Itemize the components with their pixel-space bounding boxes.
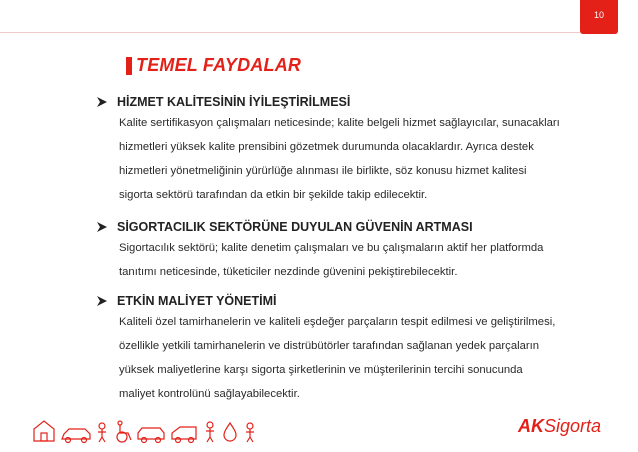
section-heading-text: HİZMET KALİTESİNİN İYİLEŞTİRİLMESİ <box>117 95 351 109</box>
house-icon <box>34 421 54 441</box>
paragraph-line: hizmetleri yüksek kalite prensibini gözetmek durumunda olacaklardır. Ayrıca destek <box>119 141 534 153</box>
header-bar <box>0 0 638 44</box>
section-heading-text: ETKİN MALİYET YÖNETİMİ <box>117 294 277 308</box>
logo-ak-text: AK <box>518 416 544 436</box>
section-cost-management <box>95 292 620 406</box>
footer-icon-strip <box>30 417 260 445</box>
aksigorta-logo <box>518 416 601 437</box>
paragraph-line: Sigortacılık sektörü; kalite denetim çalışmaları ve bu çalışmaların aktif her platformda <box>119 242 544 254</box>
car-icon <box>138 428 164 443</box>
section-heading <box>95 93 620 111</box>
arrow-bullet-icon <box>95 294 109 308</box>
person-icon <box>98 423 106 442</box>
wheelchair-icon <box>117 421 131 442</box>
section-paragraph <box>119 236 620 284</box>
section-heading-text: SİGORTACILIK SEKTÖRÜNE DUYULAN GÜVENİN ARTMASI <box>117 220 473 234</box>
logo-sigorta-text: Sigorta <box>544 416 602 436</box>
arrow-bullet-icon <box>95 95 109 109</box>
section-trust <box>95 218 620 284</box>
paragraph-line: Kaliteli özel tamirhanelerin ve kaliteli eşdeğer parçaların tespit edilmesi ve geliştirilmesi, <box>119 316 556 328</box>
paragraph-line: sigorta sektörü tarafından da etkin bir şekilde takip edilecektir. <box>119 189 428 201</box>
arrow-bullet-icon <box>95 220 109 234</box>
section-heading <box>95 218 620 236</box>
car-icon <box>62 429 90 443</box>
van-icon <box>172 427 196 443</box>
drop-icon <box>224 423 236 441</box>
title-marker <box>126 57 132 75</box>
page-title: TEMEL FAYDALAR <box>136 55 302 75</box>
section-heading <box>95 292 620 310</box>
paragraph-line: hizmetleri yönetmeliğinin yürürlüğe alınması ile birlikte, söz konusu hizmet kalitesi <box>119 165 527 177</box>
paragraph-line: özellikle yetkili tamirhanelerin ve distrübütörler tarafından sağlanan yedek parçaların <box>119 340 540 352</box>
person-icon <box>246 423 254 442</box>
header-divider <box>0 32 580 33</box>
section-service-quality <box>95 93 620 207</box>
paragraph-line: yüksek maliyetlerine karşı sigorta şirketlerinin ve müşterilerinin tercihi sonucunda <box>119 364 523 376</box>
paragraph-line: Kalite sertifikasyon çalışmaları neticesinde; kalite belgeli hizmet sağlayıcılar, sunacakları <box>119 117 560 129</box>
page-number-badge: 10 <box>580 0 618 34</box>
paragraph-line: tanıtımı neticesinde, tüketiciler nezdinde güvenini pekiştirebilecektir. <box>119 266 458 278</box>
section-paragraph <box>119 310 620 406</box>
section-paragraph <box>119 111 620 207</box>
person-icon <box>206 422 214 442</box>
paragraph-line: maliyet kontrolünü sağlayabilecektir. <box>119 388 300 400</box>
